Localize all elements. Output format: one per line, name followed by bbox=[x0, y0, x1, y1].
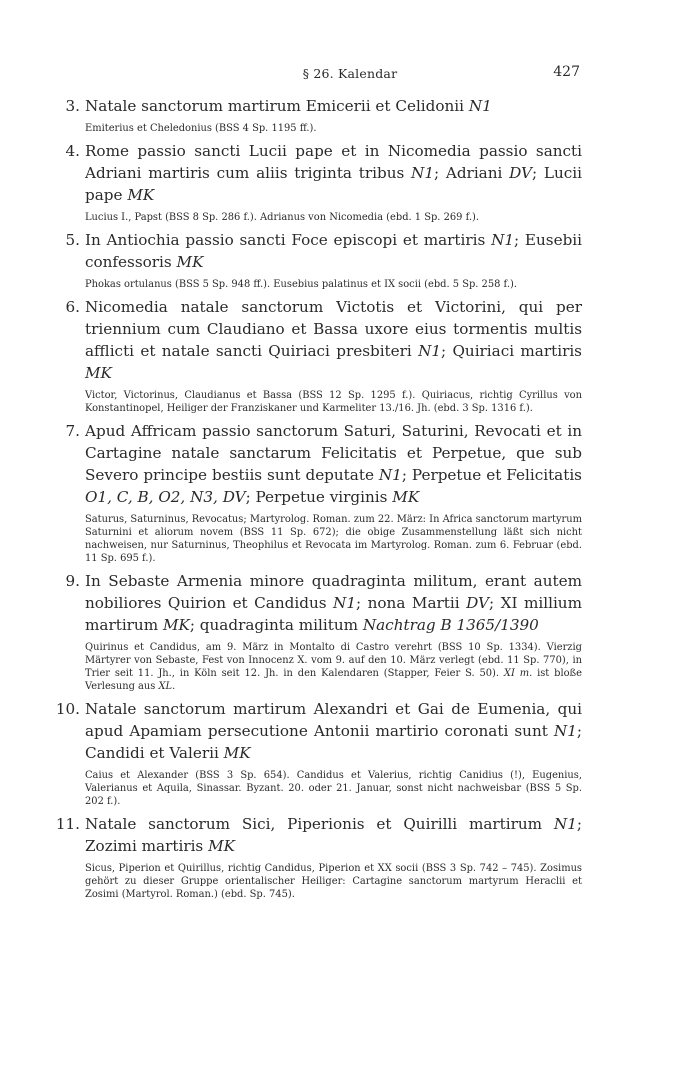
text-run: Quirinus et Candidus, am 9. März in Montalto di Castro verehrt (BSS 10 Sp. 1334). Vierzig Märtyrer von Sebaste, Fest von Innocenz X. vom 9. auf den 10. März verlegt (ebd. 11 Sp. 770), in Trier seit 11. Jh., in Köln seit 12. Jh. in den Kalendaren (Stapper, Feier S. 50). bbox=[85, 642, 582, 679]
text-run: ; Lucii pape bbox=[85, 164, 582, 204]
manuscript-siglum: N1 bbox=[418, 342, 442, 360]
manuscript-siglum: XL bbox=[158, 681, 173, 692]
running-head: § 26. Kalendar bbox=[302, 66, 398, 81]
entry-latin-text bbox=[85, 140, 582, 206]
entry-latin-text bbox=[85, 813, 582, 857]
text-run: . bbox=[172, 681, 176, 692]
manuscript-siglum: MK bbox=[208, 837, 235, 855]
text-run: Caius et Alexander (BSS 3 Sp. 654). Candidus et Valerius, richtig Canidius (!), Eugenius, Valerianus et Aquila, Sinassar. Byzant. 20. oder 21. Januar, sonst nicht nachweisbar (BSS 5 Sp. 202 f.). bbox=[85, 770, 582, 807]
text-run: Natale sanctorum martirum Emicerii et Celidonii bbox=[85, 97, 469, 115]
text-run: Apud Affricam passio sanctorum Saturi, Saturini, Revocati et in Cartagine natale sanctarum Felicitatis et Perpetue, que sub Severo principe bestiis sunt deputate bbox=[85, 422, 582, 484]
entry-commentary-note bbox=[85, 211, 582, 224]
text-run: ; Perpetue et Felicitatis bbox=[401, 466, 582, 484]
entry-main-text bbox=[50, 95, 582, 117]
manuscript-siglum: N1 bbox=[411, 164, 434, 182]
calendar-entry bbox=[50, 420, 582, 565]
text-run: Nicomedia natale sanctorum Victotis et Victorini, qui per triennium cum Claudiano et Bassa uxore eius tormentis multis afflicti et natale sancti Quiriaci presbiteri bbox=[85, 298, 582, 360]
text-run: ; Perpetue virginis bbox=[245, 488, 393, 506]
calendar-entry bbox=[50, 570, 582, 693]
text-run: ; Eusebii confessoris bbox=[85, 231, 583, 271]
text-run: In Sebaste Armenia minore quadraginta militum, erant autem nobiliores Quirion et Candidus bbox=[85, 572, 582, 612]
entry-commentary-note bbox=[85, 769, 582, 808]
calendar-entry bbox=[50, 813, 582, 901]
text-run: Lucius I., Papst (BSS 8 Sp. 286 f.). Adrianus von Nicomedia (ebd. 1 Sp. 269 f.). bbox=[85, 212, 480, 223]
manuscript-siglum: MK bbox=[176, 253, 204, 271]
text-run: ; XI millium martirum bbox=[85, 594, 582, 634]
entry-commentary-note bbox=[85, 862, 582, 901]
manuscript-siglum: N1 bbox=[378, 466, 402, 484]
entry-latin-text bbox=[85, 229, 582, 273]
text-run: Saturus, Saturninus, Revocatus; Martyrolog. Roman. zum 22. März: In Africa sanctorum martyrum Saturnini et aliorum novem (BSS 11 Sp. 672); die obige Zusammenstellung läßt sich nicht nachweisen, nur Saturninus, Theophilus et Revocata im Martyrolog. Roman. zum 6. Februar (ebd. 11 Sp. 695 f.). bbox=[85, 514, 582, 564]
entry-commentary-note bbox=[85, 278, 582, 291]
entry-latin-text bbox=[85, 296, 582, 384]
entry-latin-text bbox=[85, 420, 582, 508]
page-number: 427 bbox=[553, 64, 580, 80]
text-run: ; Zozimi martiris bbox=[85, 815, 582, 855]
entry-latin-text bbox=[85, 95, 582, 117]
entry-day-number: 4. bbox=[65, 142, 80, 160]
entry-day-number: 11. bbox=[55, 815, 80, 833]
entry-day-number: 3. bbox=[65, 97, 80, 115]
entry-main-text bbox=[50, 420, 582, 508]
text-run: Emiterius et Cheledonius (BSS 4 Sp. 1195 ff.). bbox=[85, 123, 317, 134]
calendar-entry bbox=[50, 95, 582, 135]
manuscript-siglum: MK bbox=[162, 616, 190, 634]
text-run: In Antiochia passio sancti Foce episcopi et martiris bbox=[85, 231, 492, 249]
entry-main-text bbox=[50, 229, 582, 273]
entry-commentary-note bbox=[85, 641, 582, 693]
calendar-entry bbox=[50, 698, 582, 808]
manuscript-siglum: Nachtrag B 1365/1390 bbox=[362, 616, 539, 634]
manuscript-siglum: N1 bbox=[553, 722, 577, 740]
text-run: ist bloße Verlesung aus bbox=[85, 668, 582, 692]
manuscript-siglum: MK bbox=[85, 364, 112, 382]
manuscript-siglum: N1 bbox=[553, 815, 577, 833]
entry-main-text bbox=[50, 140, 582, 206]
text-run: Rome passio sancti Lucii pape et in Nicomedia passio sancti Adriani martiris cum aliis triginta tribus bbox=[85, 142, 582, 182]
text-run: Natale sanctorum martirum Alexandri et Gai de Eumenia, qui apud Apamiam persecutione Antonii martirio coronati sunt bbox=[85, 700, 582, 740]
entry-day-number: 5. bbox=[65, 231, 80, 249]
entry-day-number: 6. bbox=[65, 298, 80, 316]
text-run: ; Candidi et Valerii bbox=[85, 722, 582, 762]
text-run: Phokas ortulanus (BSS 5 Sp. 948 ff.). Eusebius palatinus et IX socii (ebd. 5 Sp. 258 f.). bbox=[85, 279, 517, 290]
manuscript-siglum: MK bbox=[392, 488, 420, 506]
entry-latin-text bbox=[85, 698, 582, 764]
entry-commentary-note bbox=[85, 513, 582, 565]
entry-commentary-note bbox=[85, 122, 582, 135]
entry-commentary-note bbox=[85, 389, 582, 415]
manuscript-siglum: N1 bbox=[491, 231, 515, 249]
text-run: Sicus, Piperion et Quirillus, richtig Candidus, Piperion et XX socii (BSS 3 Sp. 742 – 745). Zosimus gehört zu dieser Gruppe orientalischer Heiliger: Cartagine sanctorum martyrum Heraclii et Zosimi (Martyrol. Roman.) (ebd. Sp. 745). bbox=[85, 863, 582, 900]
manuscript-siglum: XI m. bbox=[503, 668, 533, 679]
manuscript-siglum: N1 bbox=[333, 594, 356, 612]
calendar-entry bbox=[50, 229, 582, 291]
manuscript-siglum: MK bbox=[127, 186, 155, 204]
entry-day-number: 10. bbox=[55, 700, 80, 718]
entry-day-number: 9. bbox=[65, 572, 80, 590]
text-run: Victor, Victorinus, Claudianus et Bassa (BSS 12 Sp. 1295 f.). Quiriacus, richtig Cyrillus von Konstantinopel, Heiliger der Franziskaner und Karmeliter 13./16. Jh. (ebd. 3 Sp. 1316 f.). bbox=[85, 390, 582, 414]
manuscript-siglum: DV bbox=[509, 164, 533, 182]
entry-main-text bbox=[50, 296, 582, 384]
manuscript-siglum: MK bbox=[223, 744, 251, 762]
entry-day-number: 7. bbox=[65, 422, 80, 440]
manuscript-siglum: DV bbox=[466, 594, 490, 612]
entry-main-text bbox=[50, 813, 582, 857]
manuscript-siglum: O1, C, B, O2, N3, DV bbox=[85, 488, 246, 506]
text-run: Natale sanctorum Sici, Piperionis et Quirilli martirum bbox=[85, 815, 554, 833]
text-run: ; nona Martii bbox=[356, 594, 467, 612]
text-run: ; Adriani bbox=[433, 164, 510, 182]
text-run: ; quadraginta militum bbox=[189, 616, 363, 634]
calendar-entry bbox=[50, 296, 582, 415]
entry-main-text bbox=[50, 570, 582, 636]
calendar-entry bbox=[50, 140, 582, 224]
text-run: ; Quiriaci martiris bbox=[441, 342, 582, 360]
entry-main-text bbox=[50, 698, 582, 764]
entry-latin-text bbox=[85, 570, 582, 636]
manuscript-siglum: N1 bbox=[468, 97, 492, 115]
calendar-entries bbox=[50, 95, 582, 906]
